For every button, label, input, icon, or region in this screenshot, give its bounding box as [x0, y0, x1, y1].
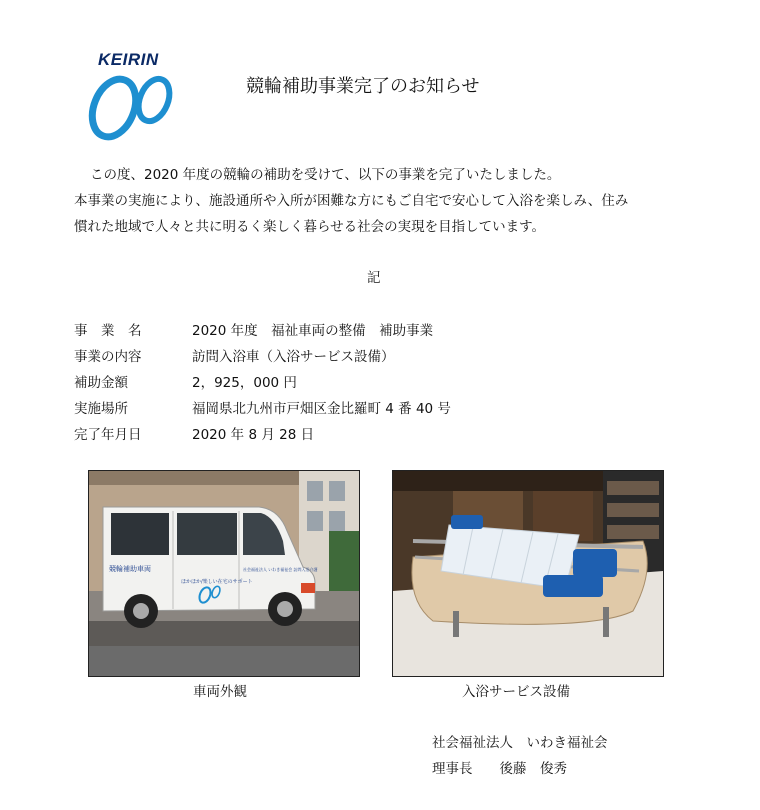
detail-label: 事 業 名 — [74, 323, 142, 339]
bath-photo — [392, 470, 664, 677]
detail-value: 福岡県北九州市戸畑区金比羅町 4 番 40 号 — [192, 401, 451, 417]
detail-label: 補助金額 — [74, 375, 128, 391]
intro-line-3: 慣れた地域で人々と共に明るく楽しく暮らせる社会の実現を目指しています。 — [74, 219, 546, 235]
caption-van: 車両外観 — [193, 684, 247, 700]
detail-label: 実施場所 — [74, 401, 128, 417]
signature-org: 社会福祉法人 いわき福祉会 — [432, 735, 608, 751]
signature-person: 理事長 後藤 俊秀 — [432, 761, 567, 777]
keirin-logo-icon — [84, 64, 184, 144]
page-title: 競輪補助事業完了のお知らせ — [246, 76, 480, 97]
van-small-label: 社会福祉法人 いわき福祉会 訪問入浴介護 — [243, 567, 318, 572]
keirin-logo — [84, 50, 184, 142]
detail-label: 完了年月日 — [74, 427, 142, 443]
van-side-label: ほかほか/楽しい在宅のサポート — [181, 579, 253, 585]
caption-bath: 入浴サービス設備 — [462, 684, 570, 700]
ki-heading: 記 — [367, 270, 381, 286]
van-label: 競輪補助車両 — [109, 565, 151, 573]
detail-value: 訪問入浴車（入浴サービス設備） — [192, 349, 395, 365]
intro-line-1: この度、2020 年度の競輪の補助を受けて、以下の事業を完了いたしました。 — [90, 167, 561, 183]
detail-label: 事業の内容 — [74, 349, 142, 365]
logo-text: KEIRIN — [98, 50, 159, 69]
van-photo — [88, 470, 360, 677]
detail-value: 2，925，000 円 — [192, 375, 297, 391]
intro-line-2: 本事業の実施により、施設通所や入所が困難な方にもご自宅で安心して入浴を楽しみ、住み — [74, 193, 629, 209]
detail-value: 2020 年度 福祉車両の整備 補助事業 — [192, 323, 434, 339]
detail-value: 2020 年 8 月 28 日 — [192, 427, 315, 443]
